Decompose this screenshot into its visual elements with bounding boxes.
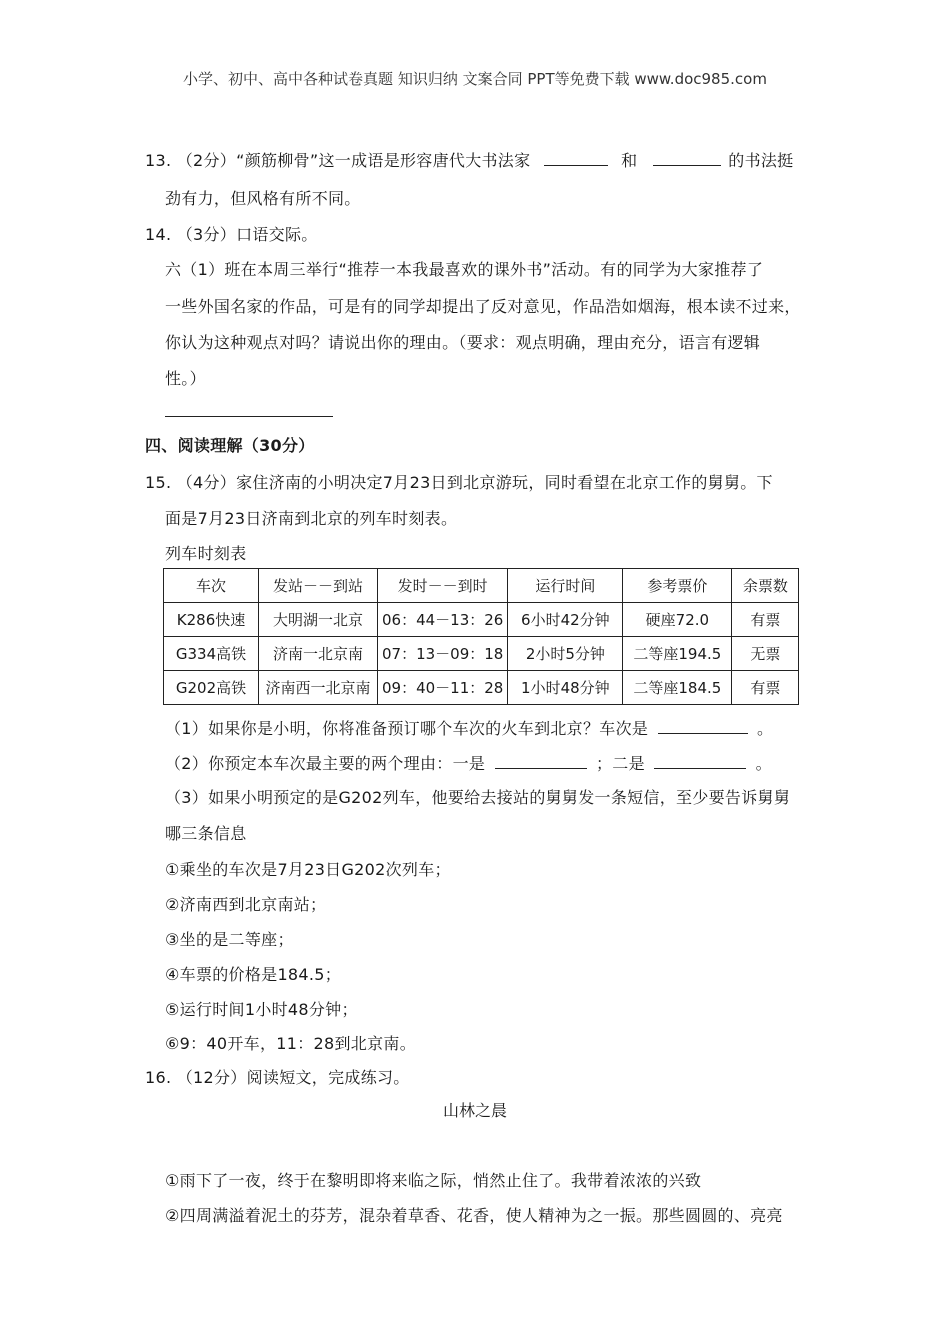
passage-paragraph: ②四周满溢着泥土的芬芳，混杂着草香、花香，使人精神为之一振。那些圆圆的、亮亮 [165,1206,783,1225]
q14-line: 你认为这种观点对吗？请说出你的理由。（要求：观点明确，理由充分，语言有逻辑 [165,333,761,352]
passage-title: 山林之晨 [442,1101,507,1120]
q13-line2: 劲有力，但风格有所不同。 [165,189,361,208]
table-cell: G202高铁 [164,671,259,705]
q15-sub3-line2: 哪三条信息 [165,824,247,843]
table-cell: 07：13－09：18 [378,637,508,671]
train-timetable [163,568,799,705]
table-cell: 6小时42分钟 [508,603,623,637]
q15-sub2-blank-2[interactable] [654,754,746,769]
table-header-cell: 参考票价 [623,569,732,603]
q14-line: 六（1）班在本周三举行“推荐一本我最喜欢的课外书”活动。有的同学为大家推荐了 [165,260,764,279]
table-header-cell: 车次 [164,569,259,603]
table-header-cell: 发站－－到站 [259,569,378,603]
q15-info-item: ③坐的是二等座； [165,930,294,949]
q14-line: 一些外国名家的作品，可是有的同学却提出了反对意见，作品浩如烟海，根本读不过来， [165,297,801,316]
table-caption: 列车时刻表 [165,544,247,563]
q16-title: 16. （12分）阅读短文，完成练习。 [145,1068,410,1087]
table-row [164,671,799,705]
q15-sub2-mid: ；二是 [595,754,645,773]
q15-sub2-blank-1[interactable] [495,754,587,769]
q15-info-item: ⑥9：40开车，11：28到北京南。 [165,1034,417,1053]
q15-sub2-end: 。 [755,754,772,773]
q13-line1 [145,148,793,171]
table-cell: 大明湖一北京 [259,603,378,637]
q15-sub2 [165,751,772,774]
table-header-cell: 余票数 [732,569,799,603]
q14-title: 14. （3分）口语交际。 [145,225,318,244]
table-cell: 二等座194.5 [623,637,732,671]
q15-sub1-blank[interactable] [658,719,748,734]
table-cell: 硬座72.0 [623,603,732,637]
table-cell: 有票 [732,603,799,637]
table-header-cell: 运行时间 [508,569,623,603]
q15-sub1-text: （1）如果你是小明，你将准备预订哪个车次的火车到北京？车次是 [165,719,649,738]
q15-sub2-text: （2）你预定本车次最主要的两个理由：一是 [165,754,486,773]
q13-blank-2[interactable] [653,151,721,166]
q15-info-item: ①乘坐的车次是7月23日G202次列车； [165,860,451,879]
table-cell: K286快速 [164,603,259,637]
table-cell: 有票 [732,671,799,705]
q15-info-item: ④车票的价格是184.5； [165,965,342,984]
q15-info-item: ⑤运行时间1小时48分钟； [165,1000,358,1019]
table-cell: 二等座184.5 [623,671,732,705]
table-cell: 09：40－11：28 [378,671,508,705]
q13-text-b: 和 [621,151,638,170]
q14-answer-line[interactable] [165,416,333,417]
q15-line1: 15. （4分）家住济南的小明决定7月23日到北京游玩，同时看望在北京工作的舅舅。下 [145,473,773,492]
section-heading: 四、阅读理解（30分） [145,436,315,455]
table-cell: 济南西一北京南 [259,671,378,705]
q15-sub1 [165,716,773,739]
page-header: 小学、初中、高中各种试卷真题 知识归纳 文案合同 PPT等免费下载 www.doc985.com [183,70,767,88]
q15-line2: 面是7月23日济南到北京的列车时刻表。 [165,509,458,528]
table-cell: G334高铁 [164,637,259,671]
table-cell: 无票 [732,637,799,671]
q14-line: 性。） [165,369,206,388]
table-header-row [164,569,799,603]
q13-blank-1[interactable] [544,151,608,166]
table-row [164,637,799,671]
table-cell: 济南一北京南 [259,637,378,671]
q15-info-item: ②济南西到北京南站； [165,895,327,914]
table-row [164,603,799,637]
q13-text-c: 的书法挺 [728,151,794,170]
table-header-cell: 发时－－到时 [378,569,508,603]
table-cell: 2小时5分钟 [508,637,623,671]
q15-sub1-end: 。 [756,719,774,738]
passage-paragraph: ①雨下了一夜，终于在黎明即将来临之际，悄然止住了。我带着浓浓的兴致 [165,1171,702,1190]
q15-sub3-line1: （3）如果小明预定的是G202列车，他要给去接站的舅舅发一条短信，至少要告诉舅舅 [165,788,791,807]
q13-text-a: 13. （2分）“颜筋柳骨”这一成语是形容唐代大书法家 [145,151,531,170]
table-cell: 06：44－13：26 [378,603,508,637]
table-cell: 1小时48分钟 [508,671,623,705]
